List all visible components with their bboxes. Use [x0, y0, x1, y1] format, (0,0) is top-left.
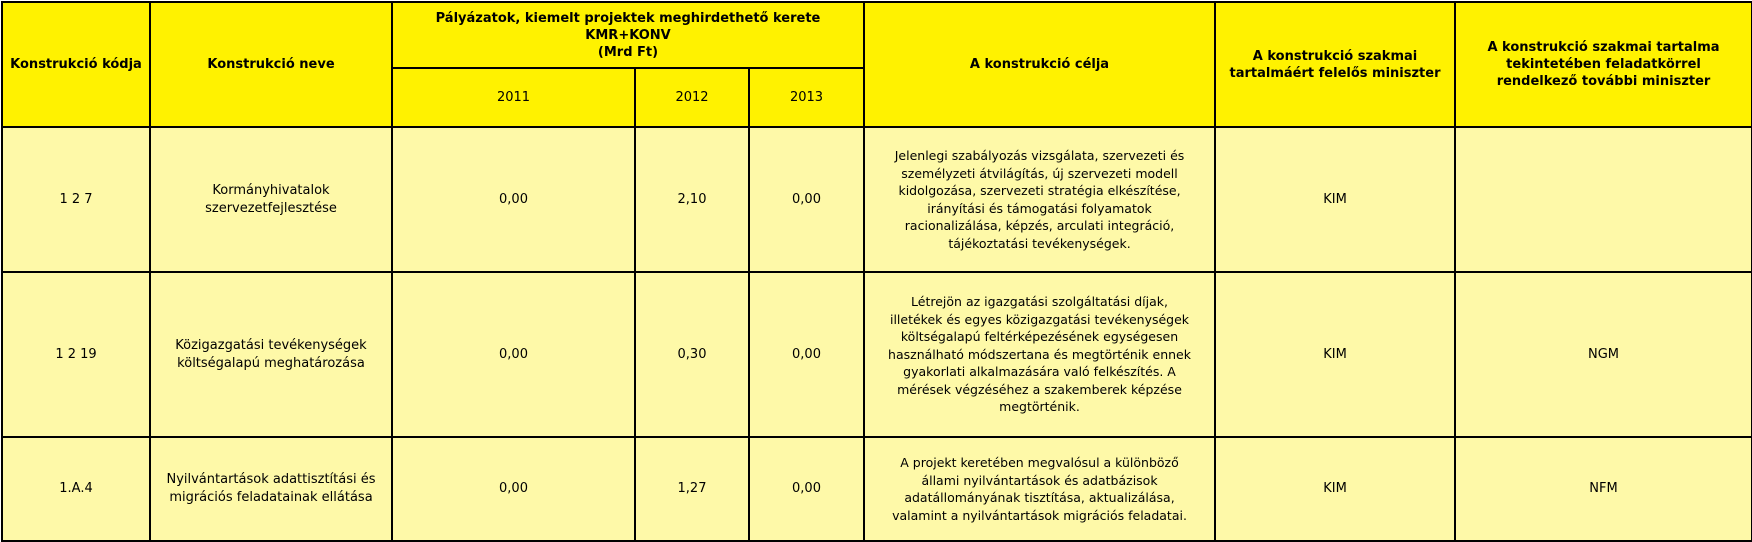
goal-line: tájékoztatási tevékenységek. [948, 235, 1131, 251]
header-year-2011: 2011 [392, 68, 635, 127]
name-line: migrációs feladatainak ellátása [169, 490, 373, 505]
header-other-minister [1455, 2, 1752, 127]
goal-line: megtörténik. [999, 399, 1080, 415]
goal-line: irányítási és támogatási folyamatok [927, 200, 1152, 216]
goal-line: adatállományának tisztítása, aktualizálása, [904, 490, 1175, 505]
goal-line: Jelenlegi szabályozás vizsgálata, szervezeti és [894, 148, 1185, 163]
cell-goal [864, 127, 1215, 272]
header-year-2013: 2013 [749, 68, 864, 127]
header-row [2, 2, 1752, 68]
header-name: Konstrukció neve [150, 2, 392, 127]
header-code: Konstrukció kódja [2, 2, 150, 127]
cell-responsible: KIM [1215, 127, 1455, 272]
cell-2012: 1,27 [635, 437, 749, 541]
name-line: költségalapú meghatározása [177, 355, 365, 371]
goal-line: gyakorlati alkalmazására való felkészítés. A [903, 364, 1176, 380]
goal-line: mérések végzéséhez a szakemberek képzése [897, 381, 1182, 397]
cell-2011: 0,00 [392, 127, 635, 272]
construction-table [1, 1, 1752, 542]
goal-line: kidolgozása, szervezeti stratégia elkészítése, [898, 183, 1181, 198]
cell-other-minister: NFM [1455, 437, 1752, 541]
name-line: szervezetfejlesztése [205, 200, 337, 216]
table-row [2, 272, 1752, 437]
cell-code: 1 2 19 [2, 272, 150, 437]
header-other-line: A konstrukció szakmai tartalma [1487, 40, 1720, 55]
cell-name [150, 437, 392, 541]
goal-line: költségalapú feltérképezésének egységesen [900, 329, 1179, 345]
cell-name [150, 127, 392, 272]
cell-2013: 0,00 [749, 127, 864, 272]
header-budget [392, 2, 864, 68]
table-row [2, 127, 1752, 272]
cell-2013: 0,00 [749, 437, 864, 541]
cell-code: 1 2 7 [2, 127, 150, 272]
header-year-2012: 2012 [635, 68, 749, 127]
header-responsible: A konstrukció szakmai tartalmáért felelős miniszter [1215, 2, 1455, 127]
cell-other-minister [1455, 127, 1752, 272]
cell-2013: 0,00 [749, 272, 864, 437]
cell-name [150, 272, 392, 437]
goal-line: állami nyilvántartások és adatbázisok [921, 472, 1158, 488]
name-line: Kormányhivatalok [212, 182, 330, 198]
goal-line: személyzeti átvilágítás, új szervezeti modell [901, 165, 1178, 181]
header-other-line: tekintetében feladatkörrel [1506, 57, 1701, 72]
goal-line: illetékek és egyes közigazgatási tevékenységek [889, 311, 1190, 327]
cell-other-minister: NGM [1455, 272, 1752, 437]
cell-responsible: KIM [1215, 272, 1455, 437]
cell-2011: 0,00 [392, 272, 635, 437]
header-budget-line: (Mrd Ft) [597, 44, 659, 60]
header-budget-line: Pályázatok, kiemelt projektek meghirdethető kerete [435, 10, 821, 26]
table-row [2, 437, 1752, 541]
goal-line: használható módszertana és megtörténik ennek [888, 346, 1191, 362]
cell-code: 1.A.4 [2, 437, 150, 541]
goal-line: racionalizálása, képzés, arculati integráció, [904, 218, 1175, 233]
header-goal: A konstrukció célja [864, 2, 1215, 127]
name-line: Közigazgatási tevékenységek [175, 337, 367, 353]
name-line: Nyilvántartások adattisztítási és [166, 472, 376, 487]
goal-line: Létrejön az igazgatási szolgáltatási díjak, [911, 294, 1168, 310]
cell-goal [864, 437, 1215, 541]
goal-line: valamint a nyilvántartások migrációs feladatai. [892, 507, 1187, 523]
cell-2011: 0,00 [392, 437, 635, 541]
header-budget-line: KMR+KONV [585, 27, 671, 43]
header-other-line: rendelkező további miniszter [1496, 74, 1711, 89]
cell-2012: 0,30 [635, 272, 749, 437]
goal-line: A projekt keretében megvalósul a különböző [900, 455, 1179, 470]
cell-2012: 2,10 [635, 127, 749, 272]
cell-goal [864, 272, 1215, 437]
cell-responsible: KIM [1215, 437, 1455, 541]
